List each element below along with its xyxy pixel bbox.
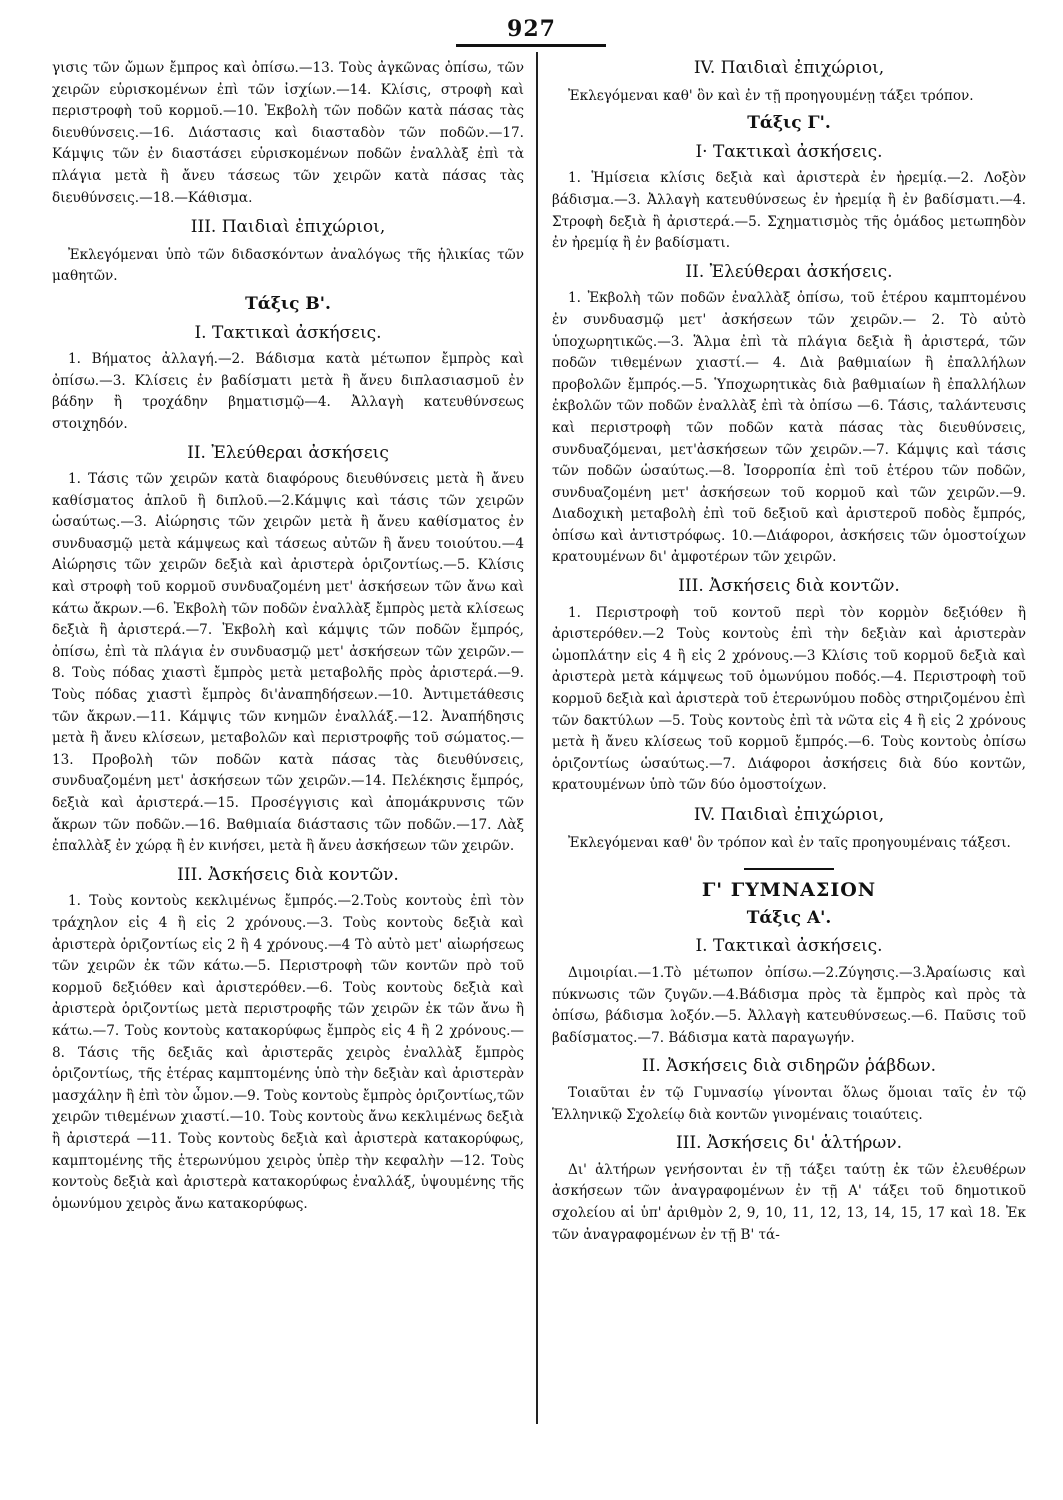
column-divider <box>536 52 538 1424</box>
intro-local-games-iv-2: Ἐκλεγόμεναι καθ' ὃν τρόπον καὶ ἐν ταῖς προηγουμέναις τάξεσι. <box>568 834 1011 851</box>
top-rule <box>456 44 606 47</box>
heading-local-games-iv: IV. Παιδιαὶ ἐπιχώριοι, <box>693 58 885 78</box>
heading-tactical-exercises-a: I. Τακτικαὶ ἀσκήσεις. <box>695 936 883 957</box>
paragraph-free-exercises: 1. Τάσις τῶν χειρῶν κατὰ διαφόρους διευθύνσεις μετὰ ἢ ἄνευ καθίσματος ἁπλοῦ ἢ διπλοῦ.—2.Κάμψις καὶ τάσις τῶν χειρῶν ὡσαύτως.—3. Αἰώρησις τῶν χειρῶν μετὰ ἢ ἄνευ καθίσματος ἐν συνδυασμῷ μετὰ κάμψεως καὶ τάσεως αὐτῶν ἢ ἄνευ τοιούτου.—4 Αἰώρησις τῶν χειρῶν δεξιὰ καὶ ἀριστερὰ ὁριζοντίως.—5. Κλίσις καὶ στροφὴ τοῦ κορμοῦ συνδυαζομένη μετ' ἀσκήσεων τῶν ἄνω καὶ κάτω ἄκρων.—6. Ἐκβολὴ τῶν ποδῶν ἐναλλὰξ ἔμπρὸς μετὰ κλίσεως δεξιὰ ἢ ἀριστερά.—7. Ἐκβολὴ καὶ κάμψις τῶν ποδῶν ἔμπρός, ὀπίσω, ἐπὶ τὰ πλάγια ἐν συνδυασμῷ μετ' ἀσκήσεων τῶν χειρῶν.—8. Τοὺς πόδας χιαστὶ ἔμπρὸς μετὰ μεταβολῆς πρὸς ἀριστερά.—9. Τοὺς πόδας χιαστὶ ἔμπρὸς δι'ἀναπηδήσεων.—10. Ἀντιμετάθεσις τῶν ἄκρων.—11. Κάμψις τῶν κνημῶν ἐναλλάξ.—12. Ἀναπήδησις μετὰ ἢ ἄνευ κλίσεων, μεταβολῶν καὶ περιστροφῆς τοῦ σώματος.—13. Προβολὴ τῶν ποδῶν κατὰ πάσας τὰς διευθύνσεις, συνδυαζομένη μετ' ἀσκήσεων τῶν χειρῶν.—14. Πελέκησις ἔμπρός, δεξιὰ καὶ ἀριστερά.—15. Προσέγγισις καὶ ἀπομάκρυνσις τῶν ἄκρων τῶν ποδῶν.—16. Βαθμιαία διάστασις τῶν ποδῶν.—17. Λὰξ ἐπαλλὰξ ἐν χώρᾳ ἢ ἐν κινήσει, μετὰ ἢ ἄνευ ἀσκήσεων τῶν χειρῶν. <box>52 471 524 855</box>
intro-local-games-iv: Ἐκλεγόμεναι καθ' ὃν καὶ ἐν τῇ προηγουμένῃ τάξει τρόπον. <box>568 87 974 104</box>
heading-pole-exercises: III. Ἀσκήσεις διὰ κοντῶν. <box>177 864 399 885</box>
heading-tactical-exercises-g: I· Τακτικαὶ ἀσκήσεις. <box>695 141 883 162</box>
heading-iron-rod-exercises: II. Ἀσκήσεις διὰ σιδηρῶν ῥάβδων. <box>641 1056 937 1077</box>
paragraph-pole-exercises: 1. Τοὺς κοντοὺς κεκλιμένως ἔμπρός.—2.Τοὺς κοντοὺς ἐπὶ τὸν τράχηλον εἰς 4 ἢ εἰς 2 χρόνους.—3. Τοὺς κοντοὺς δεξιὰ καὶ ἀριστερὰ ὁριζοντίως εἰς 2 ἢ 4 χρόνους.—4 Τὸ αὐτὸ μετ' αἰωρήσεως τῶν χειρῶν ἐκ τῶν κάτω.—5. Περιστροφὴ τῶν κοντῶν πρὸ τοῦ κορμοῦ δεξιόθεν καὶ ἀριστερόθεν.—6. Τοὺς κοντοὺς δεξιὰ καὶ ἀριστερὰ ὁριζοντίως μετὰ περιστροφῆς τῶν χειρῶν ἐκ τῶν ἄνω ἢ κάτω.—7. Τοὺς κοντοὺς κατακορύφως ἔμπρὸς εἰς 4 ἢ 2 χρόνους.—8. Τάσις τῆς δεξιᾶς καὶ ἀριστερᾶς χειρὸς ἐναλλὰξ ἔμπρὸς ὁριζοντίως, τῆς ἑτέρας καμπτομένης ὑπὸ τὴν δεξιὰν καὶ ἀριστερὰν μασχάλην ἢ ἐπὶ τὸν ὦμον.—9. Τοὺς κοντοὺς ἔμπρὸς ὁριζοντίως,τῶν χειρῶν τιθεμένων χιαστί.—10. Τοὺς κοντοὺς ἄνω κεκλιμένως δεξιὰ ἢ ἀριστερά —11. Τοὺς κοντοὺς δεξιὰ καὶ ἀριστερὰ κατακορύφως, καμπτομένης τῆς ἑτερωνύμου χειρὸς ὑπὲρ τὴν κεφαλὴν —12. Τοὺς κοντοὺς δεξιὰ καὶ ἀριστερὰ κατακορύφως ἐναλλάξ, ὑψουμένης τῆς ὁμωνύμου χειρὸς ἄνω κατακορύφως. <box>52 893 524 1212</box>
left-column <box>52 58 524 1215</box>
paragraph-tactical-exercises-a: Διμοιρίαι.—1.Τὸ μέτωπον ὀπίσω.—2.Ζύγησις.—3.Ἀραίωσις καὶ πύκνωσις τῶν ζυγῶν.—4.Βάδισμα πρὸς τὰ ἔμπρὸς καὶ πρὸς τὰ ὀπίσω, βάδισμα λοξόν.—5. Ἀλλαγὴ κατευθύνσεως.—6. Παῦσις τοῦ βαδίσματος.—7. Βάδισμα κατὰ παραγωγήν. <box>552 964 1026 1046</box>
right-column <box>552 58 1026 1246</box>
paragraph-tactical-exercises-g: 1. Ἡμίσεια κλίσις δεξιὰ καὶ ἀριστερὰ ἐν ἠρεμίᾳ.—2. Λοξὸν βάδισμα.—3. Ἀλλαγὴ κατευθύνσεως ἐν ἠρεμίᾳ ἢ ἐν βαδίσματι.—4. Στροφὴ δεξιὰ ἢ ἀριστερά.—5. Σχηματισμὸς τῆς ὁμάδος μετωπηδὸν ἐν ἠρεμίᾳ ἢ ἐν βαδίσματι. <box>552 170 1026 252</box>
heading-jumper-exercises: III. Ἀσκήσεις δι' ἁλτήρων. <box>675 1133 903 1154</box>
intro-local-games: Ἐκλεγόμεναι ὑπὸ τῶν διδασκόντων ἀναλόγως τῆς ἡλικίας τῶν μαθητῶν. <box>52 246 524 285</box>
paragraph-jumper-exercises: Δι' ἁλτήρων γενήσονται ἐν τῇ τάξει ταύτῃ ἐκ τῶν ἐλευθέρων ἀσκήσεων τῶν ἀναγραφομένων ἐν τῇ Α' τάξει τοῦ δημοτικοῦ σχολείου αἱ ὑπ' ἀριθμὸν 2, 9, 10, 11, 12, 13, 14, 15, 17 καὶ 18. Ἐκ τῶν ἀναγραφομένων ἐν τῇ Β' τά- <box>552 1161 1026 1243</box>
heading-pole-exercises-g: III. Ἀσκήσεις διὰ κοντῶν. <box>678 576 900 597</box>
heading-tactical-exercises: I. Τακτικαὶ ἀσκήσεις. <box>194 322 382 343</box>
paragraph-iron-rod-exercises: Τοιαῦται ἐν τῷ Γυμνασίῳ γίνονται ὅλως ὅμοιαι ταῖς ἐν τῷ Ἑλληνικῷ Σχολείῳ διὰ κοντῶν γινομέναις τοιαύτεις. <box>552 1084 1026 1123</box>
paragraph-tactical-exercises: 1. Βήματος ἀλλαγή.—2. Βάδισμα κατὰ μέτωπον ἔμπρὸς καὶ ὀπίσω.—3. Κλίσεις ἐν βαδίσματι μετὰ ἢ ἄνευ διπλασιασμοῦ ἐν βάδην ἢ τροχάδην βηματισμῷ—4. Ἀλλαγὴ κατευθύνσεως στοιχηδόν. <box>52 351 524 432</box>
paragraph-pole-exercises-g: 1. Περιστροφὴ τοῦ κοντοῦ περὶ τὸν κορμὸν δεξιόθεν ἢ ἀριστερόθεν.—2 Τοὺς κοντοὺς ἐπὶ τὴν δεξιὰν καὶ ἀριστερὰν ὠμοπλάτην εἰς 4 ἢ εἰς 2 χρόνους.—3 Κλίσις τοῦ κορμοῦ δεξιὰ καὶ ἀριστερὰ μετὰ κάμψεως τοῦ ὁμωνύμου ποδός.—4. Περιστροφὴ τοῦ κορμοῦ δεξιὰ καὶ ἀριστερὰ τοῦ ἑτερωνύμου ποδὸς στηριζομένου ἐπὶ τῶν δακτύλων —5. Τοὺς κοντοὺς ἐπὶ τὰ νῶτα εἰς 4 ἢ εἰς 2 χρόνους μετὰ ἢ ἄνευ κλίσεως τοῦ κορμοῦ ἔμπρός.—6. Τοὺς κοντοὺς ὀπίσω ὁριζοντίως ὡσαύτως.—7. Διάφοροι ἀσκήσεις διὰ δύο κοντῶν, κρατουμένων ὑπὸ τῶν δύο ὁμοστοίχων. <box>552 604 1026 794</box>
heading-local-games-iv-2: IV. Παιδιαὶ ἐπιχώριοι, <box>693 805 885 825</box>
section-rule <box>744 868 834 870</box>
heading-class-b: Τάξις Β'. <box>245 293 331 314</box>
heading-local-games: III. Παιδιαὶ ἐπιχώριοι, <box>190 217 386 238</box>
heading-free-exercises-g: II. Ἐλεύθεραι ἀσκήσεις. <box>685 261 893 282</box>
heading-class-g: Τάξις Γ'. <box>747 113 831 134</box>
paragraph-continuation: γισις τῶν ὤμων ἔμπρος καὶ ὀπίσω.—13. Τοὺς ἀγκῶνας ὀπίσω, τῶν χειρῶν εὑρισκομένων ἐπὶ τῶν ἰσχίων.—14. Κλίσις, στροφὴ καὶ περιστροφὴ τοῦ κορμοῦ.—10. Ἐκβολὴ τῶν ποδῶν κατὰ πάσας τὰς διευθύνσεις.—16. Διάστασις καὶ διασταδὸν τῶν ποδῶν.—17. Κάμψις τῶν ἐν διαστάσει εὑρισκομένων ποδῶν ἐναλλὰξ ἐπὶ τὰ πλάγια μετὰ ἢ ἄνευ τάσεως τῶν χειρῶν κατὰ πάσας τὰς διευθύνσεις.—18.—Κάθισμα. <box>52 60 524 206</box>
heading-gymnasium: Γ' ΓΥΜΝΑΣΙΟΝ <box>701 879 877 902</box>
page-number: 927 <box>507 16 556 42</box>
paragraph-free-exercises-g: 1. Ἐκβολὴ τῶν ποδῶν ἐναλλὰξ ὀπίσω, τοῦ ἑτέρου καμπτομένου ἐν συνδυασμῷ μετ' ἀσκήσεων τῶν χειρῶν.— 2. Τὸ αὐτὸ ὑποχωρητικῶς.—3. Ἅλμα ἐπὶ τὰ πλάγια δεξιὰ ἢ ἀριστερά, τῶν ποδῶν τιθεμένων χιαστί.— 4. Διὰ βαθμιαίων ἢ ἐπαλλήλων προβολῶν ἔμπρός.—5. Ὑποχωρητικὰς διὰ βαθμιαίων ἢ ἐπαλλήλων ἐκβολῶν τῶν ποδῶν ἐναλλὰξ ἐπὶ τὰ ὀπίσω —6. Τάσις, ταλάντευσις καὶ περιστροφὴ τῶν ποδῶν κατὰ πάσας τὰς διευθύνσεις, συνδυαζόμεναι, μετ'ἀσκήσεων τῶν χειρῶν.—7. Κάμψις καὶ τάσις τῶν ποδῶν ὡσαύτως.—8. Ἰσορροπία ἐπὶ τοῦ ἑτέρου τῶν ποδῶν, συνδυαζομένη μετ' ἀσκήσεων τοῦ κορμοῦ καὶ τῶν χειρῶν.—9. Διαδοχικὴ μεταβολὴ ἐπὶ τοῦ δεξιοῦ καὶ ἀριστεροῦ ποδὸς ἔμπρός, ὀπίσω καὶ ἀντιστρόφως. 10.—Διάφοροι, ἀσκήσεις τῶν ὁμοστοίχων κρατουμένων δι' ἀμφοτέρων τῶν χειρῶν. <box>552 290 1026 566</box>
heading-class-a: Τάξις Α'. <box>746 907 832 928</box>
heading-free-exercises: II. Ἐλεύθεραι ἀσκήσεις <box>187 442 389 463</box>
